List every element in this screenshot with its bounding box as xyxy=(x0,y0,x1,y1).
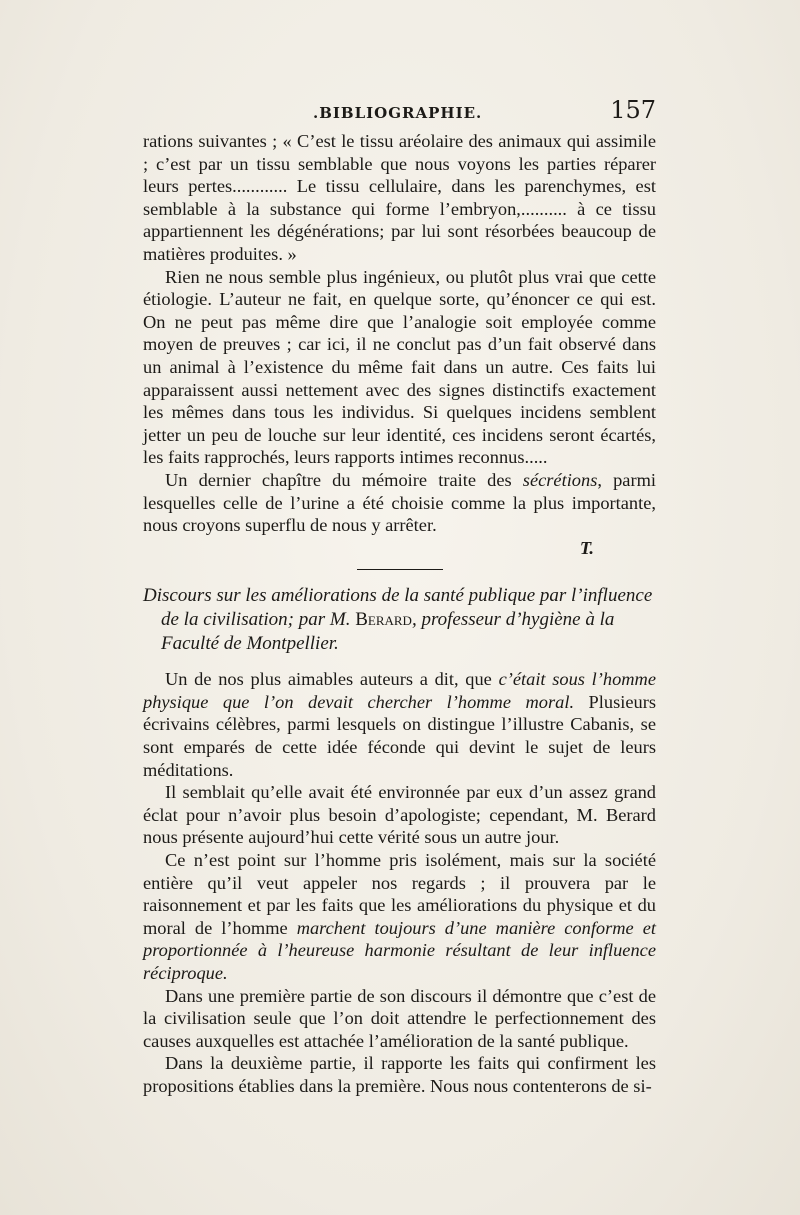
paragraph-text: Un dernier chapître du mémoire traite des xyxy=(165,469,523,490)
page-header xyxy=(143,98,656,128)
paragraph-second-part: Dans la deuxième partie, il rapporte les faits qui confirment les propositions établies dans la première. Nous nous contenterons de si- xyxy=(143,1053,656,1096)
paragraph-text: Un de nos plus aimables auteurs a dit, que xyxy=(165,669,499,690)
paragraph-text: Ce n’est point sur l’homme pris isolément, mais sur la société entière qu’il veut appeler nos regards ; il prouvera par le raisonnement et par les faits que les améliorations du physique et du moral de l’homme xyxy=(143,850,656,938)
paragraph-secretions xyxy=(143,469,656,537)
paragraph-first-part: Dans une première partie de son discours il démontre que c’est de la civilisation seule que l’on doit attendre le perfectionnement des causes auxquelles est attachée l’amélioration de la santé publique. xyxy=(143,985,656,1051)
review-title xyxy=(143,584,656,656)
paragraph-continuation: rations suivantes ; « C’est le tissu aréolaire des animaux qui assimile ; c’est par un tissu semblable que nous voyons les parties réparer leurs pertes............ Le tissu cellulaire, dans les parenchymes, est semblable à la substance qui forme l’embryon,.......... à ce tissu appartiennent les dégénérations; par lui sont résorbées beaucoup de matières produites. » xyxy=(143,131,656,264)
paragraph-etiology: Rien ne nous semble plus ingénieux, ou plutôt plus vrai que cette étiologie. L’auteur ne fait, en quelque sorte, qu’énoncer ce qui est. On ne peut pas même dire que l’analogie soit employée comme moyen de preuves ; car ici, il ne conclut pas d’un fait observé dans un animal à l’existence du même fait dans un autre. Ces faits lui apparaissent aussi nettement avec des signes distinctifs exactement les mêmes dans tous les individus. Si quelques incidens semblent jetter un peu de louche sur leur identité, ces incidens seront écartés, les faits rapprochés, leurs rapports intimes reconnus..... xyxy=(143,266,656,468)
paragraph-intro xyxy=(143,668,656,781)
reviewer-signature: T. xyxy=(579,537,594,558)
page-body xyxy=(143,130,656,1098)
review-title-text: Discours sur les améliorations de la santé publique par l’influence de la civilisation; par M. xyxy=(143,585,653,631)
review-author: Berard xyxy=(355,609,412,631)
emphasis-harmony: marchent toujours d’une manière conforme et proportionnée à l’heureuse harmonie résultant de leur influence réciproque. xyxy=(143,917,657,983)
section-divider xyxy=(357,569,443,570)
running-title: .BIBLIOGRAPHIE. xyxy=(313,104,483,122)
paragraph-text: , parmi lesquelles celle de l’urine a été choisie comme la plus importante, nous croyons superflu de nous y arrêter. xyxy=(143,469,656,536)
page-number: 157 xyxy=(610,96,656,124)
paragraph-society xyxy=(143,849,656,985)
emphasis-quote: c’était sous l’homme physique que l’on devait chercher l’homme moral. xyxy=(143,669,656,712)
paragraph-text: Plusieurs écrivains célèbres, parmi lesquels on distingue l’illustre Cabanis, se sont emparés de cette idée féconde qui devint le sujet de leurs méditations. xyxy=(143,691,656,780)
paragraph-apologist: Il semblait qu’elle avait été environnée par eux d’un assez grand éclat pour n’avoir plus besoin d’apologiste; cependant, M. Berard nous présente aujourd’hui cette vérité sous un autre jour. xyxy=(143,782,656,848)
emphasis-secretions: sécrétions xyxy=(522,469,598,490)
review-title-text: , professeur d’hygiène à la Faculté de Montpellier. xyxy=(161,609,615,655)
